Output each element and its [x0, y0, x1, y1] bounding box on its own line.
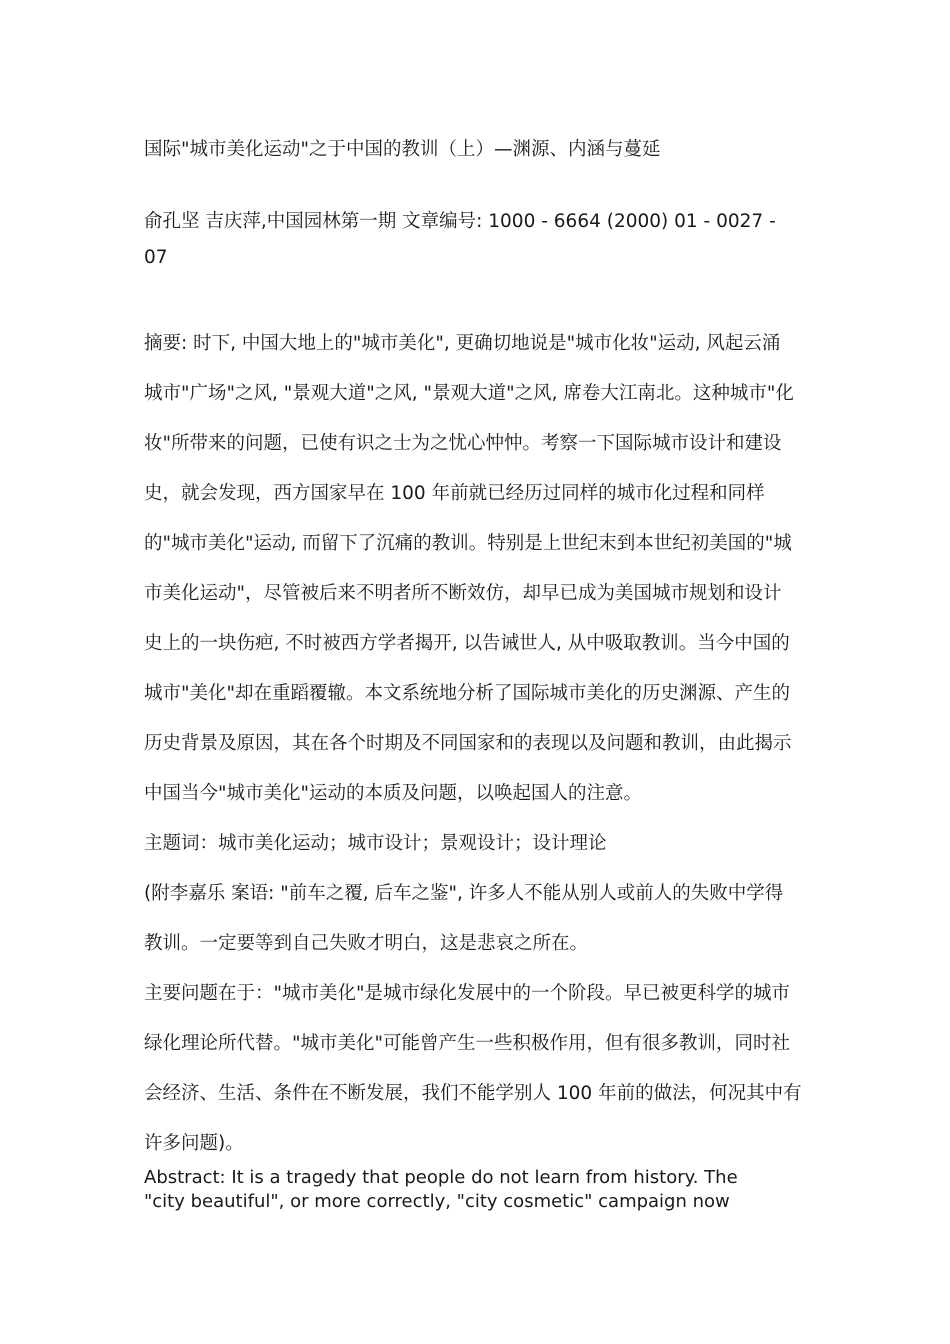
byline-line-2: 07 [144, 247, 168, 268]
article-title: 国际"城市美化运动"之于中国的教训（上）—渊源、内涵与蔓延 [144, 139, 661, 160]
abstract-zh-line-1: 摘要: 时下, 中国大地上的"城市美化", 更确切地说是"城市化妆"运动, 风起云涌 [144, 333, 781, 354]
byline-line-1: 俞孔坚 吉庆萍,中国园林第一期 文章编号: 1000 - 6664 (2000) 01 - 0027 - [144, 211, 776, 232]
abstract-en-line-2: "city beautiful", or more correctly, "city cosmetic" campaign now [144, 1191, 730, 1212]
abstract-zh-line-10: 中国当今"城市美化"运动的本质及问题，以唤起国人的注意。 [144, 783, 643, 804]
abstract-zh-line-3: 妆"所带来的问题，已使有识之士为之忧心忡忡。考察一下国际城市设计和建设 [144, 433, 782, 454]
main-issue-line-3: 会经济、生活、条件在不断发展，我们不能学别人 100 年前的做法，何况其中有 [144, 1083, 802, 1104]
abstract-zh-line-8: 城市"美化"却在重蹈覆辙。本文系统地分析了国际城市美化的历史渊源、产生的 [144, 683, 791, 704]
main-issue-line-2: 绿化理论所代替。"城市美化"可能曾产生一些积极作用，但有很多教训，同时社 [144, 1033, 791, 1054]
abstract-zh-line-4: 史，就会发现，西方国家早在 100 年前就已经历过同样的城市化过程和同样 [144, 483, 765, 504]
abstract-zh-line-5: 的"城市美化"运动, 而留下了沉痛的教训。特别是上世纪末到本世纪初美国的"城 [144, 533, 792, 554]
abstract-en-line-1: Abstract: It is a tragedy that people do not learn from history. The [144, 1167, 738, 1188]
note-line-2: 教训。一定要等到自己失败才明白，这是悲哀之所在。 [144, 933, 589, 954]
main-issue-line-4: 许多问题)。 [144, 1133, 244, 1154]
main-issue-line-1: 主要问题在于："城市美化"是城市绿化发展中的一个阶段。早已被更科学的城市 [144, 983, 791, 1004]
abstract-zh-line-9: 历史背景及原因，其在各个时期及不同国家和的表现以及问题和教训，由此揭示 [144, 733, 792, 754]
abstract-zh-line-6: 市美化运动"，尽管被后来不明者所不断效仿，却早已成为美国城市规划和设计 [144, 583, 782, 604]
abstract-zh-line-2: 城市"广场"之风, "景观大道"之风, "景观大道"之风, 席卷大江南北。这种城市"化 [144, 383, 794, 404]
note-line-1: (附李嘉乐 案语: "前车之覆, 后车之鉴", 许多人不能从别人或前人的失败中学得 [144, 883, 784, 904]
abstract-zh-line-7: 史上的一块伤疤, 不时被西方学者揭开, 以告诫世人, 从中吸取教训。当今中国的 [144, 633, 790, 654]
keywords-line: 主题词：城市美化运动；城市设计；景观设计；设计理论 [144, 833, 607, 854]
